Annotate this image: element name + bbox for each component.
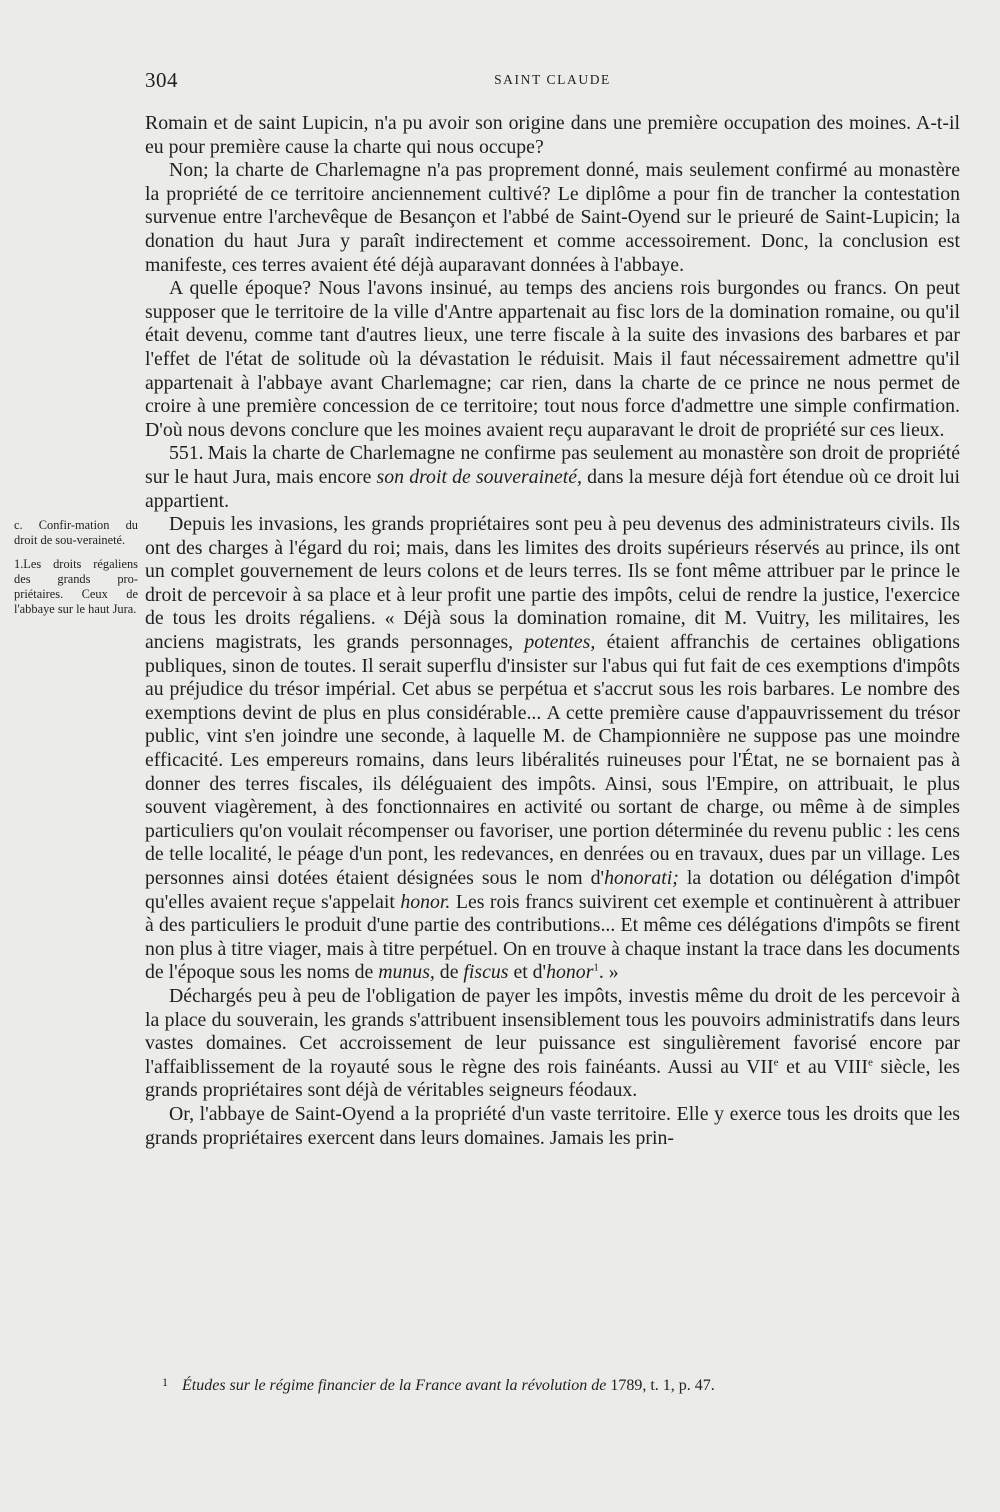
paragraph-5 xyxy=(145,513,960,985)
page-number: 304 xyxy=(145,68,178,92)
p551-text-a: Mais la charte de Charlemagne ne confirme pas seulement au monastère son droit de propriété sur le haut Jura, mais encore xyxy=(145,442,960,488)
p5-italic-honor-2: honor xyxy=(546,961,594,984)
footnote-tail: 1789, t. 1, p. 47. xyxy=(610,1377,715,1394)
running-title: SAINT CLAUDE xyxy=(494,72,611,87)
footnote-mark: 1 xyxy=(162,1375,168,1389)
paragraph-2: Non; la charte de Charlemagne n'a pas proprement donné, mais seulement confirmé au monastère la propriété de ce territoire anciennement cultivé? Le diplôme a pour fin de trancher la contestation survenue entre l'archevêque de Besançon et l'abbé de Saint-Oyend sur le prieuré de Saint-Lupicin; la donation du haut Jura y paraît indirectement et comme accessoirement. Donc, la conclusion est manifeste, ces terres avaient été déjà auparavant données à l'abbaye. xyxy=(145,159,960,276)
p6-text-c: siècle, les grands propriétaires sont déjà de véritables seigneurs féodaux. xyxy=(145,1055,960,1102)
p6-sup-1: e xyxy=(773,1056,779,1069)
p5-text-c: la dotation ou délégation d'impôt qu'elles avaient reçue s'appelait xyxy=(145,867,960,913)
margin-note-droits-regaliens: 1.Les droits régaliens des grands pro-priétaires. Ceux de l'abbaye sur le haut Jura. xyxy=(14,556,138,617)
paragraph-551 xyxy=(145,442,960,513)
paragraph-3: A quelle époque? Nous l'avons insinué, au temps des anciens rois burgondes ou francs. On peut supposer que le territoire de la ville d'Antre appartenait au fisc lors de la domination romaine, ou qu'il était devenu, comme tant d'autres lieux, une terre fiscale à la suite des invasions des barbares et par l'effet de l'état de solitude où la dévastation le réduisit. Mais il faut nécessairement admettre qu'il appartenait à l'abbaye avant Charlemagne; car rien, dans la charte de ce prince ne nous permet de croire à une première concession de ce territoire; tout nous force d'admettre une simple confirmation. D'où nous devons conclure que les moines avaient reçu auparavant le droit de propriété sur ces lieux. xyxy=(145,277,960,441)
running-head xyxy=(145,66,960,96)
p5-italic-fiscus: fiscus xyxy=(463,961,509,984)
footnote-ref: 1 xyxy=(593,961,599,974)
paragraph-6 xyxy=(145,985,960,1103)
p5-italic-munus: munus, xyxy=(378,961,435,984)
paragraph-7: Or, l'abbaye de Saint-Oyend a la propriété d'un vaste territoire. Elle y exerce tous les droits que les grands propriétaires exercent dans leurs domaines. Jamais les prin- xyxy=(145,1102,960,1149)
main-text xyxy=(145,112,960,1150)
p5-text-g: . » xyxy=(598,961,619,984)
p5-text-f: et d' xyxy=(513,961,547,984)
p5-text-e: de xyxy=(439,961,459,984)
p5-italic-honorati: honorati; xyxy=(604,867,679,889)
p5-text-a: Depuis les invasions, les grands propriétaires sont peu à peu devenus des administrateurs civils. Ils ont des charges à l'égard du roi; mais, dans les limites des droits supérieurs réservés au prince, ils ont un complet gouvernement de leurs colons et de leurs terres. Ils se font même attribuer par le prince le droit de percevoir à sa place et à leur profit une partie des impôts, celui de rendre la justice, l'exercice de tous les droits régaliens. « Déjà sous la domination romaine, dit M. Vuitry, les militaires, les anciens magistrats, les grands personnages, xyxy=(145,513,960,654)
p6-text-b: et au VIII xyxy=(786,1055,868,1078)
p5-italic-honor: honor. xyxy=(400,890,451,913)
p5-text-b: étaient affranchis de certaines obligations publiques, sinon de toutes. Il serait superflu d'insister sur l'abus qui fut fait de ces exemptions d'impôts au préjudice du trésor impérial. Cet abus se perpétua et s'accrut sous les rois barbares. Le nombre des exemptions devint de plus en plus considérable... A cette première cause d'appauvrissement du trésor public, vint s'en joindre une seconde, à laquelle M. de Championnière ne suppose pas une moindre efficacité. Les empereurs romains, dans leurs libéralités ruineuses pour l'État, ne se bornaient pas à donner des terres fiscales, ils déléguaient des impôts. Ainsi, sous l'Empire, on attribuait, le plus souvent viagèrement, à des fonctionnaires en activité ou sortant de charge, ou même à de simples particuliers qu'on voulait récompenser ou favoriser, une portion déterminée du revenu public : les cens de telle localité, le péage d'un pont, les redevances, en denrées ou en travaux, dues par un village. Les personnes ainsi dotées étaient désignées sous le nom d' xyxy=(145,631,960,889)
paragraph-1: Romain et de saint Lupicin, n'a pu avoir son origine dans une première occupation des moines. A-t-il eu pour première cause la charte qui nous occupe? xyxy=(145,112,960,158)
p6-sup-2: e xyxy=(867,1056,873,1069)
margin-notes xyxy=(14,518,138,626)
p5-italic-potentes: potentes, xyxy=(524,631,596,654)
margin-note-confirmation: c. Confir-mation du droit de sou-veraineté. xyxy=(14,518,138,548)
footnote-text: Études sur le régime financier de la France avant la révolution de xyxy=(182,1377,607,1394)
section-number: 551. xyxy=(169,442,204,465)
p5-text-d: Les rois francs suivirent cet exemple et continuèrent à attribuer à des particuliers le produit d'une partie des contributions... Et même ces délégations d'impôts se firent non plus à titre viager, mais à titre perpétuel. On en trouve à chaque instant la trace dans les documents de l'époque sous les noms de xyxy=(145,890,961,984)
footnote xyxy=(162,1377,952,1395)
p551-text-b: dans la mesure déjà fort étendue où ce droit lui appartient. xyxy=(145,465,961,512)
p551-italic: son droit de souveraineté, xyxy=(376,465,582,488)
p6-text-a: Déchargés peu à peu de l'obligation de payer les impôts, investis même du droit de les percevoir à la place du souverain, les grands s'attribuent insensiblement tous les pouvoirs administratifs dans leurs vastes domaines. Cet accroissement de leur puissance est singulièrement favorisé encore par l'affaiblissement de la royauté sous le règne des rois fainéants. Aussi au VII xyxy=(145,984,960,1078)
